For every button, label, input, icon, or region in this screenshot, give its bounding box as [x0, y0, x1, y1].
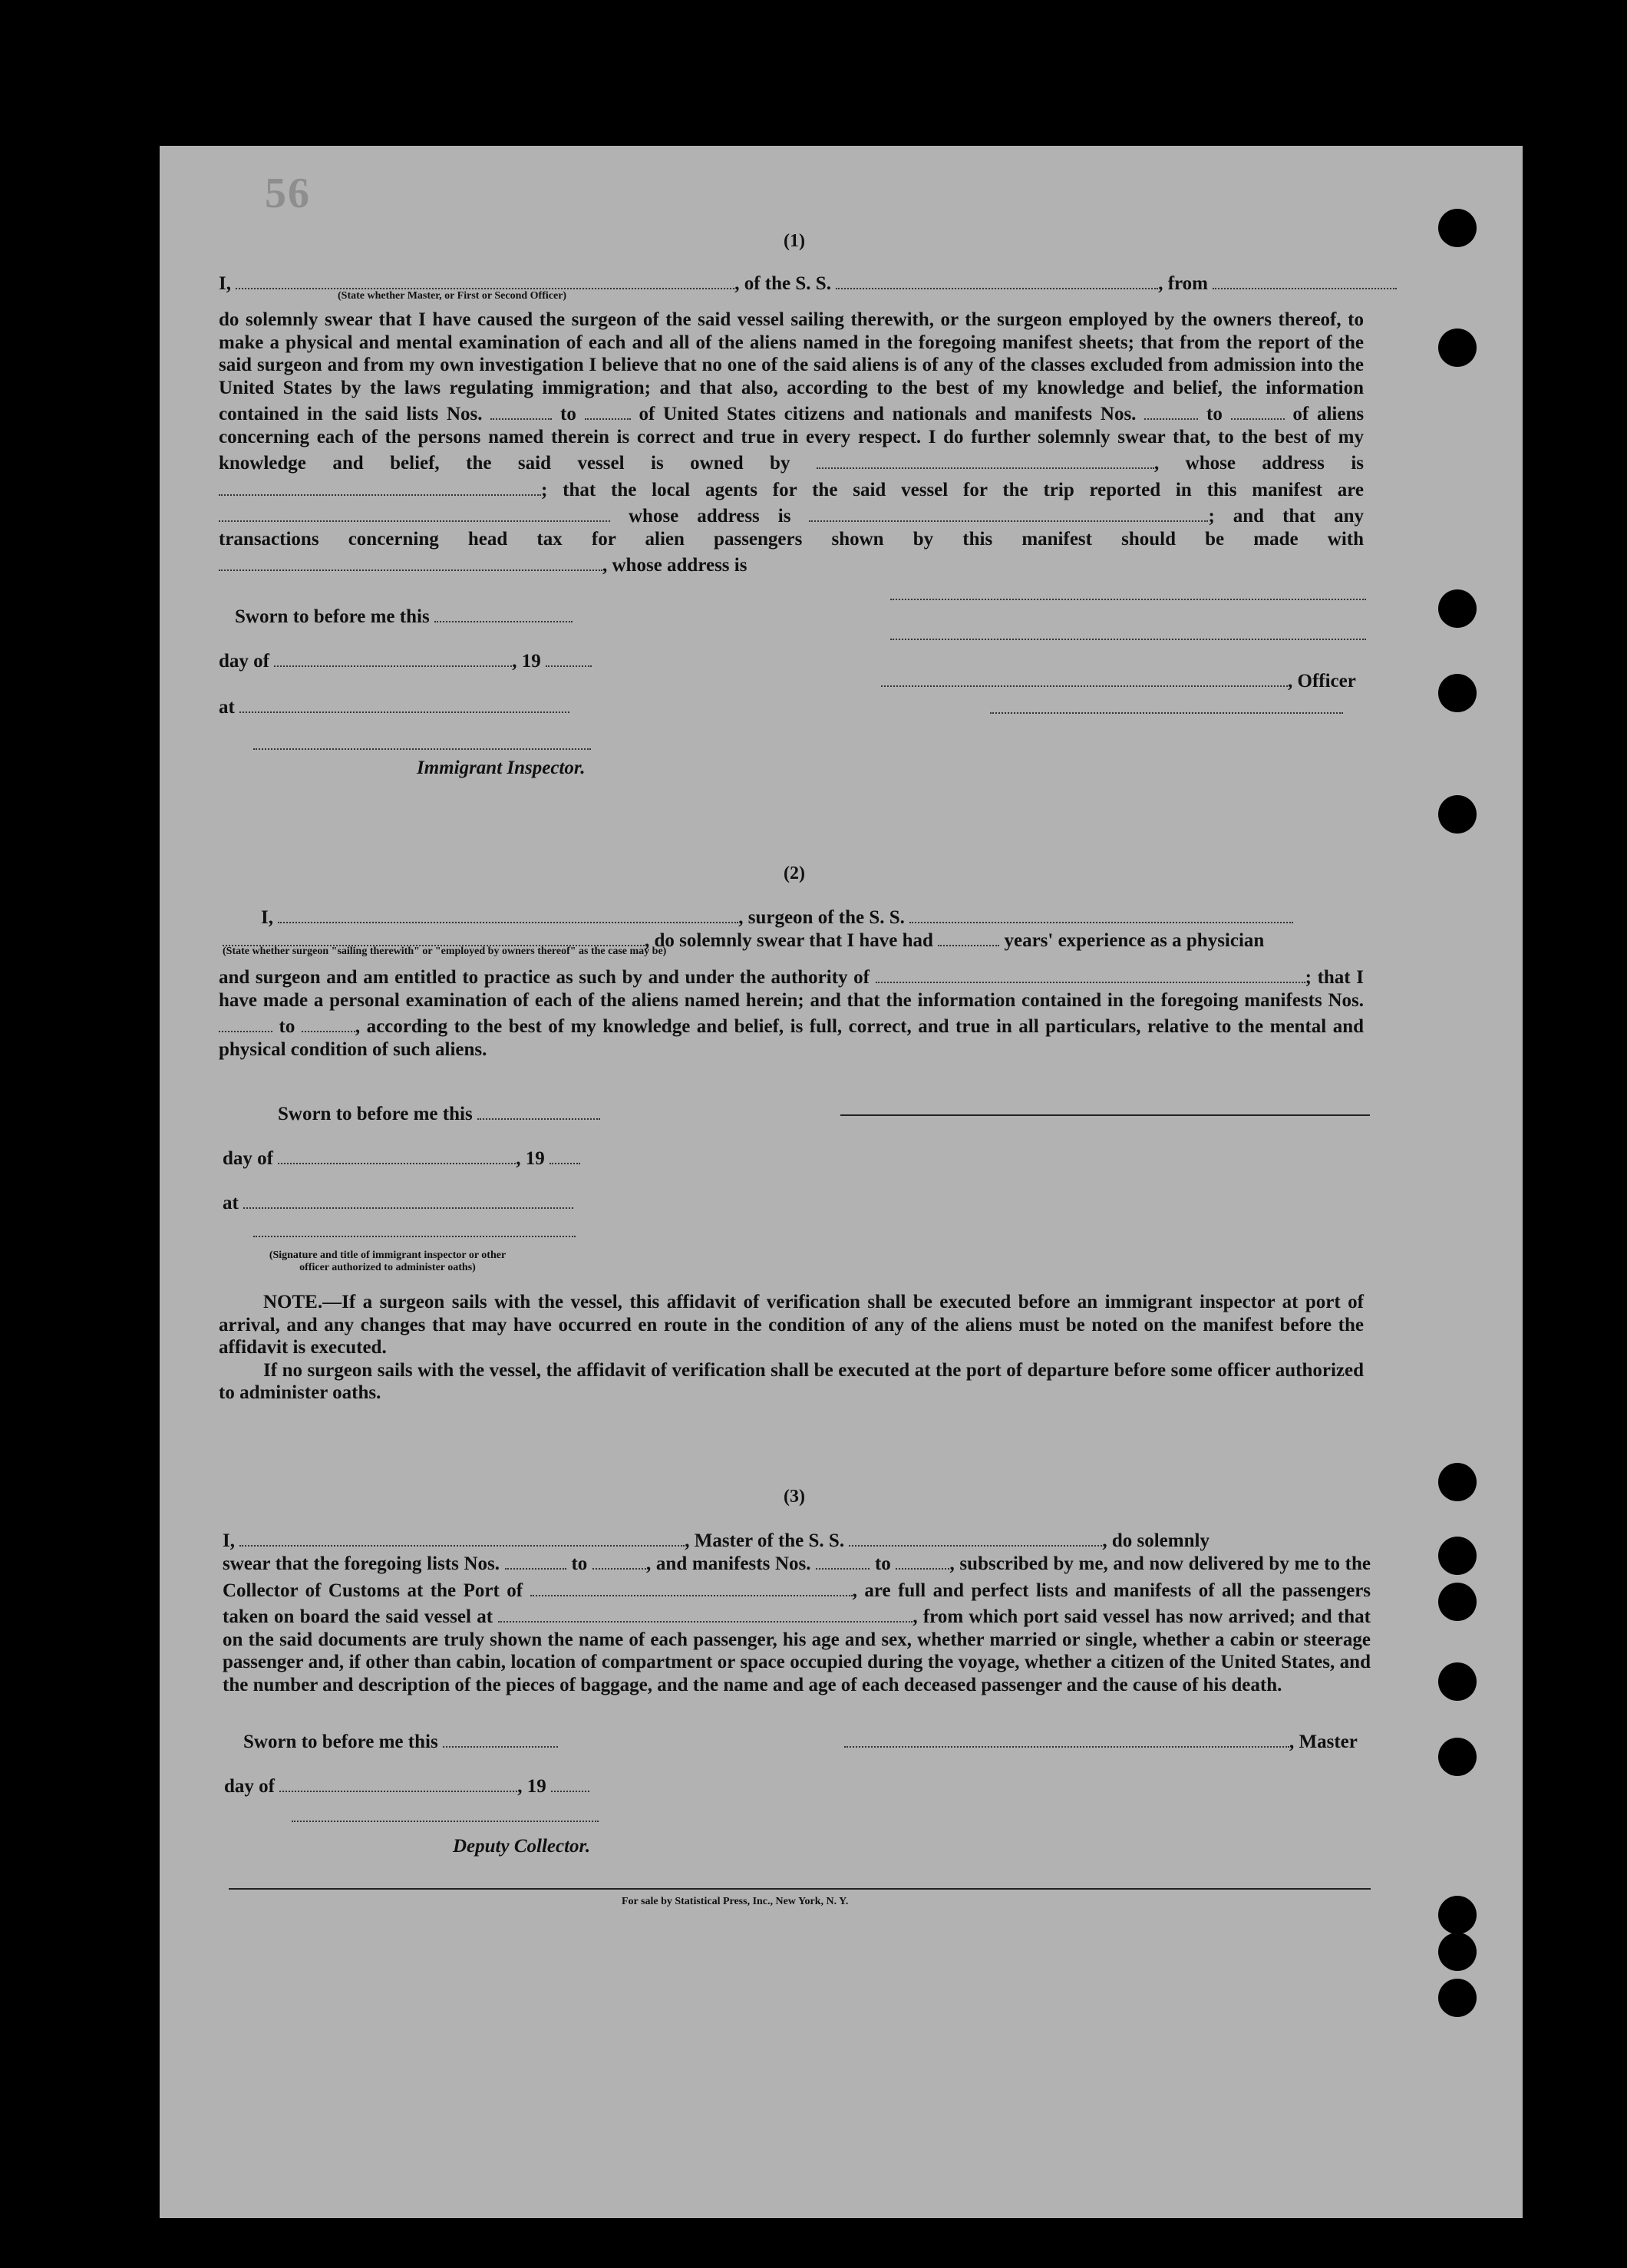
s1-headtax-field[interactable] [219, 550, 602, 571]
punch-hole [1438, 1738, 1477, 1776]
s3-manifest-from-field[interactable] [816, 1549, 870, 1570]
s1-officer-line: , Officer [881, 666, 1356, 692]
section-1-number: (1) [784, 231, 805, 251]
page-number-stamp: 56 [265, 170, 311, 217]
s1-i: I, [219, 273, 231, 294]
s3-text-3: , subscribed by me, and now delivered by me to the Collector of Customs at the Port of [223, 1553, 1371, 1601]
s1-manifest-from-field[interactable] [1144, 399, 1198, 420]
s1-text-2: of United States citizens and nationals and manifests Nos. [639, 404, 1137, 424]
s2-at-field[interactable] [243, 1188, 573, 1209]
note-text: —If a surgeon sails with the vessel, this affidavit of verification shall be executed before an immigrant inspector at port of arrival, and any changes that may have occurred en route in the condition of any of the aliens must be noted on the manifest before the affidavit is executed. [219, 1292, 1364, 1358]
s3-sworn-field[interactable] [443, 1727, 558, 1748]
s2-caption: (State whether surgeon "sailing therewith" or "employed by owners thereof" as the case may be) [223, 946, 667, 957]
s1-role-caption: (State whether Master, or First or Second Officer) [338, 290, 567, 302]
s2-vessel-field[interactable] [909, 903, 1293, 923]
s2-inspector-line[interactable] [253, 1236, 576, 1237]
s1-name-field[interactable] [236, 269, 734, 289]
s3-text-2: , and manifests Nos. [645, 1553, 811, 1574]
s1-signature-line-1[interactable] [890, 599, 1366, 600]
s1-lists-from-field[interactable] [490, 399, 552, 420]
s2-year-field[interactable] [549, 1144, 580, 1164]
s3-deputy-caption: Deputy Collector. [453, 1836, 591, 1857]
s3-name-field[interactable] [239, 1526, 685, 1547]
s1-owner-address-field[interactable] [219, 475, 541, 496]
s1-text-4: , whose address is [1153, 453, 1365, 474]
s2-text-2: that I have made a personal examination of each of the aliens named herein; and that the information contained in the foregoing manifests Nos. [219, 967, 1364, 1011]
s1-to-a: to [560, 404, 576, 424]
s1-signature-line-2[interactable] [890, 639, 1366, 640]
s1-body: do solemnly swear that I have caused the surgeon of the said vessel sailing therewith, or the surgeon employed by the owners thereof, to make a physical and mental examination of each and all of the aliens named in the foregoing manifest sheets; that from the report of the said surgeon and from my own investigation I believe that no one of the said aliens is of any of the classes excluded from admission into the United States by the laws regulating immigration; and that also, according to the best of my knowledge and belief, the information contained in the said lists Nos. to of United States citizens and nationals and manifests Nos. to of aliens concerning each of the persons named therein is correct and true in every respect. I do further solemnly swear that, to the best of my knowledge and belief, the said vessel is owned by , whose address is ; that the local agents for the said vessel for the trip reported in this manifest are whose address is ; and that any transactions concerning head tax for alien passengers shown by this manifest should be made with , whose address is [219, 309, 1365, 576]
punch-hole [1438, 1979, 1477, 2017]
s2-sworn-field[interactable] [477, 1099, 600, 1120]
punch-hole [1438, 1933, 1477, 1971]
s1-text-7: ; and that any transactions concerning head tax for alien passengers shown by this manifest should be made with [219, 506, 1365, 550]
s1-of-ss: , of the S. S. [734, 273, 831, 294]
s2-years-field[interactable] [938, 926, 999, 946]
punch-hole [1438, 209, 1477, 247]
s1-inspector-line[interactable] [253, 748, 591, 750]
s3-text-1: swear that the foregoing lists Nos. [223, 1553, 500, 1574]
s1-officer-field[interactable] [881, 666, 1288, 687]
s3-header-line: I, , Master of the S. S. , do solemnly [223, 1526, 1210, 1552]
s3-departure-field[interactable] [498, 1602, 913, 1623]
s3-day-line: day of , 19 [224, 1771, 589, 1798]
s1-vessel-field[interactable] [836, 269, 1158, 289]
s1-to-b: to [1206, 404, 1223, 424]
s2-text-3: , according to the best of my knowledge and belief, is full, correct, and true in all particulars, relative to the mental and physical condition of such aliens. [219, 1016, 1365, 1060]
s2-name-field[interactable] [278, 903, 738, 923]
note-text-2: If no surgeon sails with the vessel, the affidavit of verification shall be executed at the port of departure before some officer authorized to administer oaths. [219, 1359, 1364, 1403]
s3-sworn-line: Sworn to before me this [243, 1727, 558, 1753]
punch-hole [1438, 1537, 1477, 1575]
s1-text-1: do solemnly swear that I have caused the surgeon of the said vessel sailing therewith, or the surgeon employed by the owners thereof, to make a physical and mental examination of each and all of the aliens named in the foregoing manifest sheets; that from the report of the said surgeon and from my own investigation I believe that no one of the said aliens is of any of the classes excluded from admission into the United States by the laws regulating immigration; and that also, according to the best of my knowledge and belief, the information contained in the said lists Nos. [219, 309, 1364, 424]
s3-master-line: , Master [844, 1727, 1358, 1753]
s3-text-5: , from which port said vessel has now arrived; and that on the said documents are truly shown the name of each passenger, his age and sex, whether married or single, whether a cabin or steerage passenger and, if other than cabin, location of compartment or space occupied during the voyage, whether a citizen of the United States, and the number and description of the pieces of baggage, and the name and age of each deceased passenger and the cause of his death. [223, 1606, 1371, 1695]
s1-at-line: at [219, 692, 569, 718]
s2-day-field[interactable] [278, 1144, 516, 1164]
s1-manifest-to-field[interactable] [1231, 399, 1285, 420]
s3-lists-from-field[interactable] [505, 1549, 566, 1570]
s2-text-1: and surgeon and am entitled to practice as such by and under the authority of [219, 967, 870, 988]
s2-at-line: at [223, 1188, 573, 1214]
s2-manifest-to-field[interactable] [302, 1012, 355, 1032]
s3-day-field[interactable] [279, 1771, 517, 1792]
s2-role-field[interactable] [223, 926, 645, 946]
s1-day-line: day of , 19 [219, 646, 592, 672]
s2-authority-field[interactable] [876, 962, 1305, 983]
s1-from-field[interactable] [1213, 269, 1397, 289]
punch-hole [1438, 674, 1477, 712]
s2-header-line: I, , surgeon of the S. S. [261, 903, 1293, 929]
s1-inspector-caption: Immigrant Inspector. [417, 758, 586, 778]
s1-text-5: that the local agents for the said vessel for the trip reported in this manifest are [563, 479, 1364, 500]
s1-agents-address-field[interactable] [809, 501, 1208, 522]
s1-text-6: whose address is [629, 506, 791, 527]
s3-text-4: , are full and perfect lists and manifests of all the passengers taken on board the said vessel at [223, 1580, 1371, 1627]
s2-swear-line: , do solemnly swear that I have had years' experience as a physician [223, 926, 1264, 952]
punch-hole [1438, 1583, 1477, 1621]
s3-master-field[interactable] [844, 1727, 1289, 1748]
s1-at-field[interactable] [239, 692, 569, 713]
s3-manifest-to-field[interactable] [896, 1549, 949, 1570]
punch-hole [1438, 1662, 1477, 1701]
s1-lists-to-field[interactable] [585, 399, 631, 420]
s3-body: swear that the foregoing lists Nos. to , and manifests Nos. to , subscribed by me, and now delivered by me to the Collector of Customs at the Port of , are full and perfect lists and manifests of all the passengers taken on board the said vessel at , from which port said vessel has now arrived; and that on the said documents are truly shown the name of each passenger, his age and sex, whether married or single, whether a cabin or steerage passenger and, if other than cabin, location of compartment or space occupied during the voyage, whether a citizen of the United States, and the number and description of the pieces of baggage, and the name and age of each deceased passenger and the cause of his death. [223, 1549, 1371, 1696]
s1-day-field[interactable] [274, 646, 512, 667]
s2-body: and surgeon and am entitled to practice as such by and under the authority of ; that I have made a personal examination of each of the aliens named herein; and that the information contained in the foregoing manifests Nos. to , according to the best of my knowledge and belief, is full, correct, and true in all particulars, relative to the mental and physical condition of such aliens. [219, 962, 1364, 1061]
s3-port-field[interactable] [530, 1576, 853, 1596]
s1-sworn-field[interactable] [434, 602, 573, 622]
punch-hole [1438, 328, 1477, 367]
s1-owner-field[interactable] [817, 448, 1154, 469]
punch-hole [1438, 589, 1477, 628]
s2-note [219, 1291, 1364, 1405]
footer-rule [229, 1888, 1371, 1890]
s3-deputy-line[interactable] [292, 1821, 599, 1822]
s1-text-3: of aliens concerning each of the persons named therein is correct and true in every respect. I do further solemnly swear that, to the best of my knowledge and belief, the said vessel is owned by [219, 404, 1365, 474]
note-label: NOTE. [263, 1292, 323, 1312]
punch-hole [1438, 1463, 1477, 1501]
punch-hole [1438, 795, 1477, 834]
s2-day-line: day of , 19 [223, 1144, 580, 1170]
punch-hole [1438, 1896, 1477, 1934]
s2-sworn-line: Sworn to before me this [278, 1099, 600, 1125]
s1-from: , from [1158, 273, 1208, 294]
s3-lists-to-field[interactable] [592, 1549, 646, 1570]
footer-imprint: For sale by Statistical Press, Inc., New York, N. Y. [622, 1896, 849, 1907]
s3-vessel-field[interactable] [849, 1526, 1102, 1547]
s1-officer-line-2[interactable] [990, 712, 1343, 714]
s1-text-8: , whose address is [602, 555, 747, 576]
s1-sworn-line: Sworn to before me this [235, 602, 573, 628]
s2-signature-line[interactable] [840, 1114, 1370, 1116]
section-2-number: (2) [784, 863, 805, 883]
s1-agents-field[interactable] [219, 501, 610, 522]
section-3-number: (3) [784, 1487, 805, 1507]
s3-year-field[interactable] [551, 1771, 589, 1792]
s2-sig-caption: (Signature and title of immigrant inspector or other officer authorized to administer oaths) [269, 1250, 507, 1273]
s2-manifest-from-field[interactable] [219, 1012, 272, 1032]
s1-year-field[interactable] [546, 646, 592, 667]
